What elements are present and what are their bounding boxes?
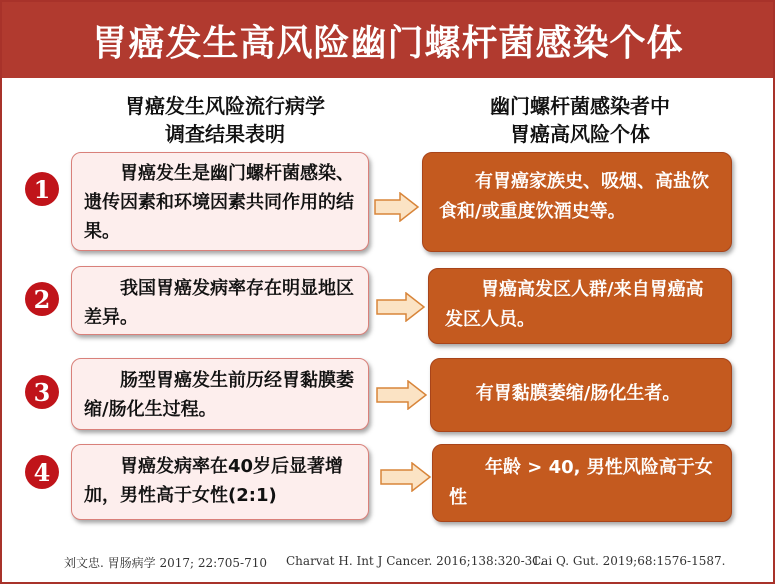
left-box-1 — [71, 152, 369, 251]
right-box-3-text: 有胃黏膜萎缩/肠化生者。 — [475, 383, 681, 404]
arrow-2 — [376, 292, 426, 322]
right-box-3 — [430, 358, 732, 432]
right-header-line-2: 胃癌高风险个体 — [510, 122, 650, 146]
left-box-4 — [71, 444, 369, 520]
left-box-4-text: 胃癌发病率在40岁后显著增加，男性高于女性(2:1) — [84, 456, 344, 506]
arrow-1 — [374, 192, 420, 222]
right-box-4-text: 年龄 > 40, 男性风险高于女性 — [449, 457, 713, 508]
row-number-1: 1 — [25, 172, 59, 206]
reference-1: 刘文忠. 胃肠病学 2017; 22:705-710 — [64, 556, 268, 570]
left-header-line-1: 胃癌发生风险流行病学 — [125, 94, 325, 118]
arrow-3 — [376, 380, 428, 410]
left-box-1-text: 胃癌发生是幽门螺杆菌感染、遗传因素和环境因素共同作用的结果。 — [84, 163, 354, 242]
row-number-3: 3 — [25, 375, 59, 409]
left-box-3-text: 肠型胃癌发生前历经胃黏膜萎缩/肠化生过程。 — [84, 370, 354, 420]
reference-2: Charvat H. Int J Cancer. 2016;138:320-31. — [286, 554, 544, 568]
arrow-4 — [380, 462, 432, 492]
right-box-1-text: 有胃癌家族史、吸烟、高盐饮食和/或重度饮酒史等。 — [439, 171, 709, 222]
right-box-2-text: 胃癌高发区人群/来自胃癌高发区人员。 — [445, 279, 704, 330]
left-header-line-2: 调查结果表明 — [165, 122, 285, 146]
slide-title: 胃癌发生高风险幽门螺杆菌感染个体 — [2, 2, 773, 78]
left-column-header — [70, 92, 380, 148]
right-box-4 — [432, 444, 732, 522]
row-number-4: 4 — [25, 455, 59, 489]
left-box-2-text: 我国胃癌发病率存在明显地区差异。 — [84, 278, 354, 328]
right-header-line-1: 幽门螺杆菌感染者中 — [490, 94, 670, 118]
reference-3: Cai Q. Gut. 2019;68:1576-1587. — [532, 554, 726, 568]
left-box-3 — [71, 358, 369, 430]
right-box-2 — [428, 268, 732, 344]
row-number-2: 2 — [25, 282, 59, 316]
right-box-1 — [422, 152, 732, 252]
left-box-2 — [71, 266, 369, 335]
right-column-header — [430, 92, 730, 148]
